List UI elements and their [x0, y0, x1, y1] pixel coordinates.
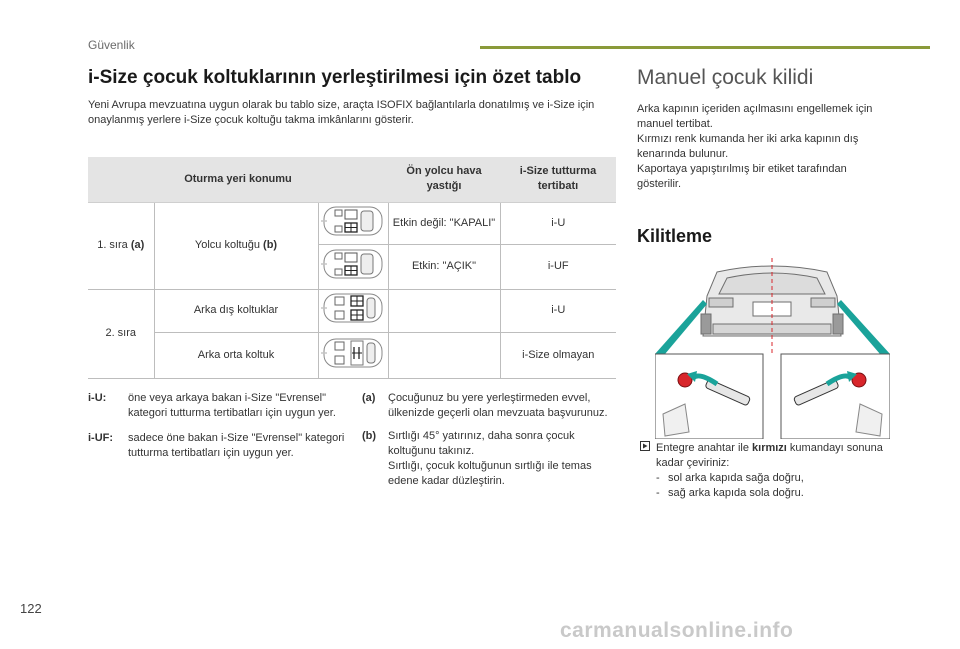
- definition-text: sadece öne bakan i-Size "Evrensel" kategori tutturma tertibatları için uygun yer.: [128, 432, 345, 459]
- car-seat-front-forward-facing-icon: [318, 244, 388, 289]
- isize-value-cell: i-Size olmayan: [500, 332, 616, 378]
- table-row: [88, 332, 616, 378]
- locking-step: [640, 441, 890, 471]
- manual-lock-title: Manuel çocuk kilidi: [637, 66, 814, 89]
- definition-key: i-U:: [88, 392, 107, 404]
- arrow-right-icon: [640, 441, 656, 471]
- watermark: carmanualsonline.info: [560, 619, 794, 642]
- isize-value-cell: i-UF: [500, 244, 616, 289]
- header-isize: i-Size tutturma tertibatı: [500, 157, 616, 202]
- row-position-passenger: Yolcu koltuğu (b): [154, 202, 318, 289]
- note-key: (b): [362, 430, 377, 442]
- intro-text: Yeni Avrupa mevzuatına uygun olarak bu tablo size, araçta ISOFIX bağlantılarla donatılmış ve i-Size için onaylanmış yerlere i-Size çocuk koltuğu takma imkânlarını gösterir.: [88, 99, 595, 126]
- row-level-2: 2. sıra: [88, 289, 154, 378]
- left-door-detail: [655, 354, 763, 439]
- car-seat-front-rear-facing-icon: [318, 202, 388, 244]
- table-row: [88, 289, 616, 332]
- header-airbag: Ön yolcu hava yastığı: [388, 157, 500, 202]
- definitions: [88, 391, 348, 471]
- main-title: i-Size çocuk koltuklarının yerleştirilmesi için özet tablo: [88, 67, 582, 88]
- row-position-rear-center: Arka orta koltuk: [154, 332, 318, 378]
- locking-substep: - sol arka kapıda sağa doğru,: [656, 472, 804, 484]
- airbag-off-cell: Etkin değil: "KAPALI": [388, 202, 500, 244]
- definition-item: [88, 431, 348, 461]
- airbag-empty-cell: [388, 332, 500, 378]
- table-header-row: [88, 157, 616, 202]
- isize-value-cell: i-U: [500, 289, 616, 332]
- note-text: Sırtlığı, çocuk koltuğunun sırtlığı ile temas edene kadar düzleştirin.: [388, 460, 592, 487]
- isize-value-cell: i-U: [500, 202, 616, 244]
- definition-key: i-UF:: [88, 432, 114, 444]
- locking-title: Kilitleme: [637, 226, 713, 246]
- note-text: Çocuğunuz bu yere yerleştirmeden evvel, ülkenizde geçerli olan mevzuata başvurunuz.: [388, 392, 608, 419]
- section-label: Güvenlik: [88, 38, 135, 52]
- note-text: Sırtlığı 45° yatırınız, daha sonra çocuk koltuğunu takınız.: [388, 430, 575, 457]
- header-seat-position: Oturma yeri konumu: [88, 157, 388, 202]
- manual-lock-paragraph: Kaportaya yapıştırılmış bir etiket tarafından gösterilir.: [637, 163, 847, 190]
- note-item: [362, 429, 616, 489]
- page-number: 122: [20, 601, 42, 616]
- right-door-detail: [781, 354, 890, 439]
- row-level-1: 1. sıra (a): [88, 202, 154, 289]
- locking-steps: [640, 441, 890, 501]
- manual-lock-body: [637, 102, 887, 192]
- right-callout-ray: [837, 300, 890, 354]
- notes: [362, 391, 616, 497]
- row-position-rear-outer: Arka dış koltuklar: [154, 289, 318, 332]
- manual-lock-paragraph: Arka kapının içeriden açılmasını engellemek için manuel tertibat.: [637, 103, 873, 130]
- airbag-empty-cell: [388, 289, 500, 332]
- locking-substep-text: sol arka kapıda sağa doğru,: [668, 472, 804, 484]
- table-row: [88, 202, 616, 244]
- locking-substep-text: sağ arka kapıda sola doğru.: [668, 487, 804, 499]
- definition-text: öne veya arkaya bakan i-Size "Evrensel" kategori tutturma tertibatları için uygun yer.: [128, 392, 336, 419]
- definition-item: [88, 391, 348, 421]
- manual-lock-paragraph: Kırmızı renk kumanda her iki arka kapının dış kenarında bulunur.: [637, 133, 859, 160]
- header-accent-bar: [480, 46, 930, 49]
- locking-step-text: Entegre anahtar ile kırmızı kumandayı sonuna kadar çeviriniz:: [656, 442, 883, 469]
- airbag-on-cell: Etkin: "AÇIK": [388, 244, 500, 289]
- note-key: (a): [362, 392, 376, 404]
- car-seat-rear-center-icon: [318, 332, 388, 378]
- note-text-group: [388, 429, 616, 489]
- note-item: [362, 391, 616, 421]
- left-callout-ray: [655, 300, 707, 354]
- locking-substep: - sağ arka kapıda sola doğru.: [656, 487, 804, 499]
- car-seat-rear-outer-icon: [318, 289, 388, 332]
- isize-table: [88, 157, 616, 379]
- child-lock-illustration: [655, 254, 890, 439]
